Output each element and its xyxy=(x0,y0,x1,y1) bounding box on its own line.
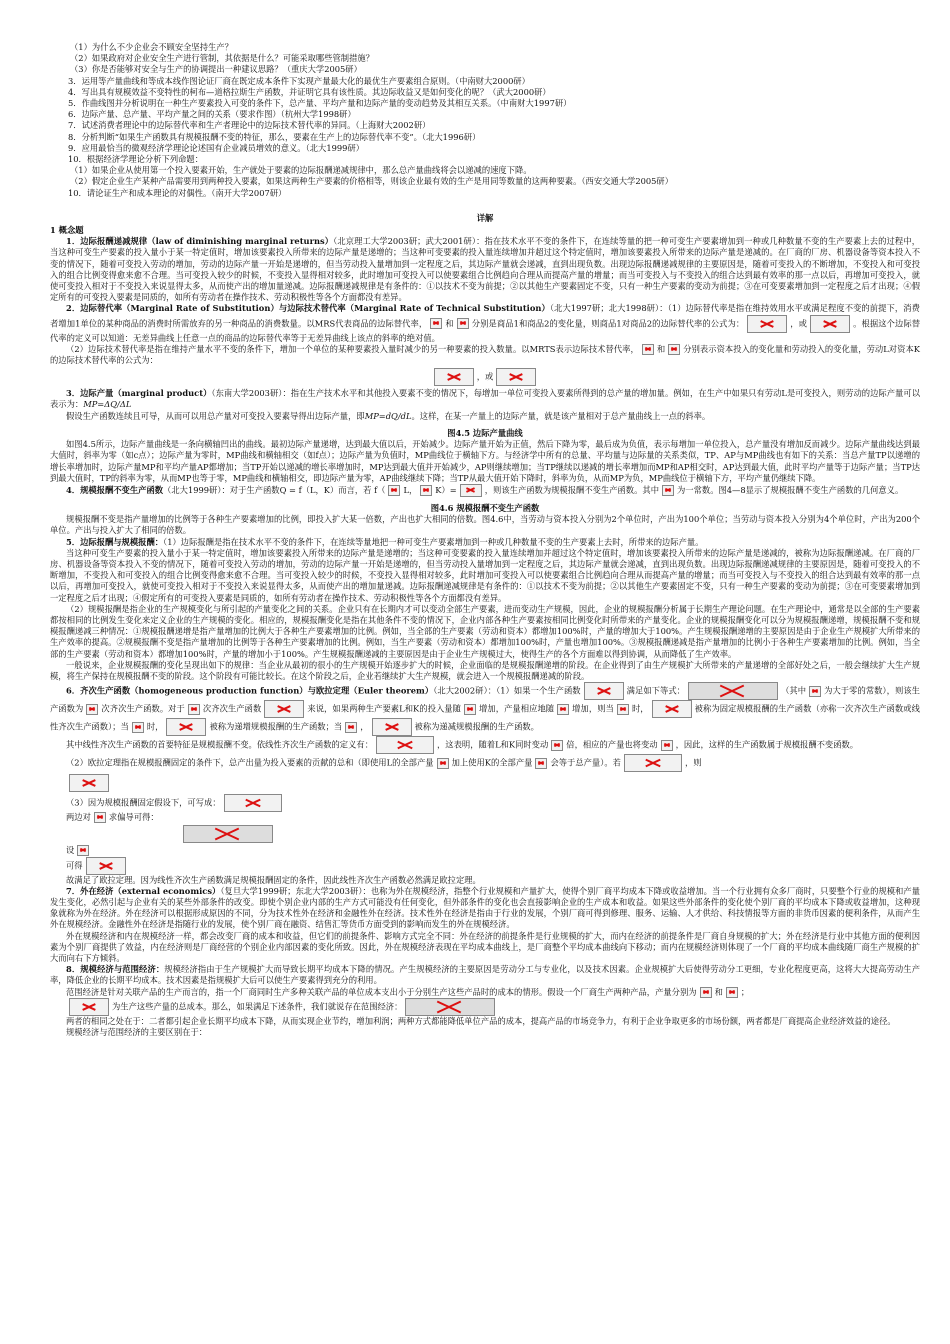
formula-image xyxy=(810,315,850,333)
question-item: 8．分析判断“如果生产函数具有规模报酬不变的特征，那么，要素在生产上的边际替代率不变”。（北大1996研） xyxy=(68,131,481,142)
question-item: （1）如果企业从使用第一个投入要素开始，生产就处于要素的边际报酬递减规律中，那么总产量曲线将会以递减的速度下降。 xyxy=(70,165,532,176)
formula-image xyxy=(77,845,89,856)
formula-image xyxy=(652,700,692,718)
formula-image xyxy=(496,368,536,386)
concept-paragraph: 设 xyxy=(50,845,920,856)
formula-image xyxy=(642,344,654,355)
question-item: 5．作曲线图并分析说明在一种生产要素投入可变的条件下，总产量、平均产量和边际产量的变动趋势及其相互关系。（中南财大1997研） xyxy=(68,98,572,109)
concept-paragraph: 两边对 求偏导可得： xyxy=(66,812,159,823)
figure-caption: 图4.5 边际产量曲线 xyxy=(447,427,523,438)
formula-image xyxy=(94,812,106,823)
question-item: 7．试述消费者理论中的边际替代率和生产者理论中的边际技术替代率的异同。（上海财大2002研） xyxy=(68,120,431,131)
formula-image xyxy=(434,368,474,386)
concept-paragraph: 可得 xyxy=(50,857,920,875)
concept-paragraph: 其中线性齐次生产函数的首要特征是规模报酬不变。依线性齐次生产函数的定义有： ，这表明，随着L和K同时变动 倍，相应的产量也将变动 ，因此，这样的生产函数属于规模报酬不变函数。 xyxy=(50,736,920,754)
question-item: 10．请论证生产和成本理论的对偶性。（南开大学2007研） xyxy=(68,187,287,198)
formula-image xyxy=(372,718,412,736)
concept-paragraph: 5．边际报酬与规模报酬：（1）边际报酬是指在技术水平不变的条件下，在连续等量地把一种可变生产要素增加到一种或几种数量不变的生产要素上去时，所带来的边际产量。 xyxy=(66,536,704,547)
formula-image xyxy=(430,318,442,329)
question-item: （1）为什么不少企业会不顾安全坚持生产？ xyxy=(70,42,233,52)
concept-head: 2．边际替代率（Marginal Rate of Substitution）与边际技术替代率（Marginal Rate of Technical Substitution） xyxy=(66,303,550,314)
formula-image xyxy=(726,987,738,998)
question-item: （3）你是否能够对安全与生产的协调提出一种建议思路？（重庆大学2005研） xyxy=(70,64,362,75)
formula-image xyxy=(662,485,674,496)
formula-image xyxy=(688,682,778,700)
formula-image xyxy=(183,825,273,843)
concept-paragraph: 8．规模经济与范围经济：规模经济指由于生产规模扩大而导致长期平均成本下降的情况。产生规模经济的主要原因是劳动分工与专业化，以及技术因素。企业规模扩大后使得劳动分工更细，专业化程度更高，这将大大提高劳动生产率，降低企业的长期平均成本。技术因素是指规模扩大后可以使生产要素得到充分的利用。 xyxy=(50,964,920,986)
formula-line xyxy=(50,825,920,843)
section-title: 详解 xyxy=(476,212,494,223)
formula-image xyxy=(535,758,547,769)
concept-paragraph: 为生产这些产量的总成本。那么，如果满足下述条件，我们就说存在范围经济： xyxy=(50,998,920,1016)
question-item: 6．边际产量、总产量、平均产量之间的关系（要求作图）（杭州大学1998研） xyxy=(68,109,356,120)
formula-image xyxy=(747,315,787,333)
formula-text: MP=dQ/dL xyxy=(364,410,412,421)
concept-head: 3．边际产量（marginal product） xyxy=(66,388,212,399)
question-item: 9．应用最恰当的微观经济学理论论述国有企业减员增效的意义。（北大1999研） xyxy=(68,142,365,153)
formula-image xyxy=(624,754,682,772)
formula-image xyxy=(405,998,495,1016)
formula-image xyxy=(668,344,680,355)
formula-text: MP=ΔQ/ΔL xyxy=(83,399,132,410)
concept-paragraph: 4．规模报酬不变生产函数（北大1999研）：对于生产函数Q = f（L，K）而言，若 f（ L， K）= ，则该生产函数为规模报酬不变生产函数。其中 为一常数。图4—8显示了规模报酬不变生产函数的几何意义。 xyxy=(66,484,904,495)
concept-paragraph: 如图4.5所示，边际产量曲线是一条向横轴凹出的曲线。最初边际产量递增，达到最大值以后，开始减少。边际产量开始为正值，然后下降为零，最后成为负值，表示每增加一单位投入，总产量没有增加反而减少。边际产量曲线达到最大值时，斜率为零（如c点）；边际产量为零时，MP曲线和横轴相交（如f点）；边际产量为负值时，MP曲线位于横轴下方。与经济学中所有的总量、平均量与边际量的关系类似，TP、AP与MP曲线也有如下的关系：当总产量TP以递增的增长率增加时，边际产量MP和平均产量AP都增加；当TP开始以递减的增长率增加时，MP达到最大值并开始减少，AP则继续增加；当TP继续以递减的增长率增加而MP和AP相交时，AP达到最大值，此时平均产量等于边际产量；当TP达到最大值时，TP的斜率为零，从而MP也等于零，MP曲线和横轴相交，即边际产量为零，AP曲线继续下降；当TP从最大值开始下降时，斜率为负，从而MP为负，MP曲线位于横轴下方，平均产量仍继续下降。 xyxy=(50,439,920,483)
concept-paragraph: 规模经济与范围经济的主要区别在于： xyxy=(66,1027,208,1037)
section-heading: 1 概念题 xyxy=(50,225,84,236)
formula-image xyxy=(460,484,482,497)
concept-paragraph: 一般说来，企业规模报酬的变化呈现出如下的规律：当企业从最初的很小的生产规模开始逐步扩大的时候，企业面临的是规模报酬递增的阶段。在企业得到了由生产规模扩大所带来的产量递增的全部好处之后，一般会继续扩大生产规模，将生产保持在规模报酬不变的阶段。这个阶段有可能比较长。在这个阶段之后，企业若继续扩大生产规模，就会进入一个规模报酬递减的阶段。 xyxy=(50,659,920,681)
formula-image xyxy=(457,318,469,329)
figure-caption: 图4.6 规模报酬不变生产函数 xyxy=(430,502,540,513)
concept-paragraph: 6．齐次生产函数（homogeneous production function）与欧拉定理（Euler theorem）（北大2002研）：（1）如果一个生产函数 满足如下等式： （其中 为大于零的常数），则该生产函数为 次齐次生产函数。对于 次齐次生产函数 来说，如果两种生产要素L和K的投入量随 增加，产量相应地随 增加，则当 时， 被称为固定规模报酬的生产函数（亦称一次齐次生产函数或线性齐次生产函数）；当 时， 被称为递增规模报酬的生产函数；当 ， 被称为递减规模报酬的生产函数。 xyxy=(50,682,920,736)
concept-paragraph: 当这种可变生产要素的投入量小于某一特定值时，增加该要素投入所带来的边际产量是递增的；当这种可变要素的投入量连续增加并超过这个特定值时，增加该要素投入所带来的边际产量是递减的，被称为边际报酬递减。在厂商的厂房、机器设备等资本投入不变的情况下，随着可变投入劳动的增加，劳动的边际产量一开始是递增的，但当劳动投入量增加到一定程度之后，其边际产量就会递减，直到出现负数。出现边际报酬递减规律的主要原因是，随着可变投入的不断增加，不变投入和可变投入的组合比例变得愈来愈不合理。当可变投入较少的时候，不变投入显得相对较多，此时增加可变投入可以使要素组合比例趋向合理从而提高产量的增量；而当可变投入与不变投入的组合达到最有效率的那一点以后，再增加可变投入，就使可变投入相对于不变投入来说显得太多，从而使产出的增加量递减。边际报酬递减规律是有条件的：①以技术不变为前提；②以其他生产要素固定不变，只有一种生产要素的变动为前提；③在可变要素增加到一定程度之后才出现；④假定所有的可变投入要素是同质的，如所有劳动者在操作技术、劳动积极性等各个方面都没有差异。 xyxy=(50,547,920,603)
formula-image xyxy=(69,998,109,1016)
concept-head: 5．边际报酬与规模报酬： xyxy=(66,536,164,547)
concept-paragraph: 1．边际报酬递减规律（law of diminishing marginal returns）（北京理工大学2003研；武大2001研）：指在技术水平不变的条件下，在连续等量的把一种可变生产要素增加到一种或几种数量不变的生产要素上去的过程中，当这种可变生产要素的投入量小于某一特定值时，增加该要素投入所带来的边际产量是递增的；当这种可变要素的投入量连续增加并超过这个特定值时，增加该要素投入所带来的边际产量是递减的。在厂商的厂房、机器设备等资本投入不变的情况下，随着可变投入劳动的增加，劳动的边际产量一开始是递增的，但当劳动投入量增加到一定程度之后，其边际产量就会递减，直到出现负数。出现边际报酬递减规律的主要原因是，随着可变投入的不断增加，不变投入和可变投入的组合比例变得愈来愈不合理。当可变投入较少的时候，不变投入显得相对较多，此时增加可变投入可以使要素组合比例趋向合理从而提高产量的增量；而当可变投入与不变投入的组合达到最有效率的那一点以后，再增加可变投入，就使可变投入相对于不变投入来说显得太多，从而使产出的增加量递减。边际报酬递减规律是有条件的：①以技术不变为前提；②以其他生产要素固定不变，只有一种生产要素的变动为前提；③在可变要素增加到一定程度之后才出现；④假定所有的可变投入要素是同质的，如所有劳动者在操作技术、劳动积极性等各个方面都没有差异。 xyxy=(50,236,920,303)
formula-line: ，或 xyxy=(50,368,920,386)
formula-image xyxy=(584,682,624,700)
formula-image xyxy=(437,758,449,769)
concept-paragraph: （2）规模报酬是指企业的生产规模变化与所引起的产量变化之间的关系。企业只有在长期内才可以变动全部生产要素，进而变动生产规模，因此，企业的规模报酬分析属于长期生产理论问题。在生产理论中，通常是以全部的生产要素都按相同的比例发生变化来定义企业的生产规模的变化。相应的，规模报酬变化是指在其他条件不变的情况下，企业内部各种生产要素按相同比例变化时所带来的产量变化。企业的规模报酬变化可以分为规模报酬递增，规模报酬不变和规模报酬递减三种情况：①规模报酬递增是指产量增加的比例大于各种生产要素增加的比例。例如，当全部的生产要素（劳动和资本）都增加100%时，产量的增加大于100%。产生规模报酬递增的主要原因是由于企业生产规模扩大所带来的生产效率的提高。②规模报酬不变是指产量增加的比例等于各种生产要素增加的比例。例如，当生产要素（劳动和资本）都增加100%时，产量也增加100%。③规模报酬递减是指产量增加的比例小于各种生产要素增加的比例。例如，当全部的生产要素（劳动和资本）都增加100%时，产量的增加小于100%。产生规模报酬递减的主要原因是由于企业生产规模过大，使得生产的各个方面难以得到协调，从而降低了生产效率。 xyxy=(50,603,920,659)
question-item: 3．运用等产量曲线和等成本线作图论证厂商在既定成本条件下实现产量最大化的最优生产要素组合原则。（中南财大2000研） xyxy=(68,75,530,86)
concept-paragraph: 规模报酬不变是指产量增加的比例等于各种生产要素增加的比例，即投入扩大某一倍数，产出也扩大相同的倍数。图4.6中，当劳动与资本投入分别为2个单位时，产出为100个单位；当劳动与资本投入分别为4个单位时，产出为200个单位。产出与投入扩大了相同的倍数。 xyxy=(50,514,920,536)
formula-image xyxy=(661,740,673,751)
concept-paragraph: （2）边际技术替代率是指在维持产量水平不变的条件下，增加一个单位的某种要素投入量时减少的另一种要素的投入数量。以MRTS表示边际技术替代率， 和 分别表示资本投入的变化量和劳动投入的变化量，劳动L对资本K的边际技术替代率的公式为： xyxy=(50,343,920,366)
question-list xyxy=(50,42,920,199)
concept-paragraph: 7．外在经济（external economics）（复旦大学1999研；东北大学2003研）：也称为外在规模经济，指整个行业规模和产量扩大，使得个别厂商平均成本下降或收益增加。当一个行业拥有众多厂商时，只要整个行业的规模和产量发生变化，必然引起与企业有关的某些外部条件的改变。即使个别企业内部的生产方式可能没有任何变化，但外部条件的变化也会直接影响企业的生产成本和收益。如果这些外部条件的变化使个别厂商的平均成本下降或收益增加，这种现象就称为外在经济。外在经济可以根据形成原因的不同，分为技术性外在经济和金融性外在经济。技术性外在经济是指由于行业的发展，个别厂商可得到修理、服务、运输、人才供给、科技情报等方面的非货币因素的便利条件，从而产生外在规模经济。金融性外在经济是指随行业的发展，使个别厂商在融资、结售汇等货币方面受到的影响而发生的外在规模经济。 xyxy=(50,885,921,930)
formula-image xyxy=(809,686,821,697)
concept-paragraph: 3．边际产量（marginal product）（东南大学2003研）：指在生产技术水平和其他投入要素不变的情况下，每增加一单位可变投入要素所得到的总产量的增加量。例如，在生产中如果只有劳动L是可变投入，则劳动的边际产量可以表示为：MP=ΔQ/ΔL xyxy=(50,388,920,410)
formula-image xyxy=(264,700,304,718)
formula-image xyxy=(420,485,432,496)
question-item: 4．写出具有规模效益不变特性的柯布—道格拉斯生产函数，并证明它具有该性质。其边际收益又是如何变化的呢？（武大2000研） xyxy=(68,86,551,97)
document-page xyxy=(50,42,920,1038)
formula-image xyxy=(376,736,434,754)
formula-image xyxy=(617,704,629,715)
concept-head: 6．齐次生产函数（homogeneous production function）与欧拉定理（Euler theorem） xyxy=(66,685,434,696)
formula-line xyxy=(50,774,920,792)
question-item: （2）如果政府对企业安全生产进行管制，其依据是什么？可能采取哪些管制措施？ xyxy=(70,53,374,64)
formula-image xyxy=(166,718,206,736)
formula-image xyxy=(551,740,563,751)
concept-paragraph: 范围经济是针对关联产品的生产而言的，指一个厂商同时生产多种关联产品的单位成本支出小于分别生产这些产品时的成本的情形。假设一个厂商生产两种产品，产量分别为 和 ； xyxy=(66,986,750,997)
concept-head: 8．规模经济与范围经济： xyxy=(66,964,165,975)
concept-head: 7．外在经济（external economics） xyxy=(66,885,221,896)
formula-image xyxy=(69,774,109,792)
formula-image xyxy=(700,987,712,998)
formula-image xyxy=(557,704,569,715)
concept-paragraph: 假设生产函数连续且可导，从而可以用总产量对可变投入要素导得出边际产量，即MP=dQ/dL。这样，在某一产量上的边际产量，就是该产量相对于总产量曲线上一点的斜率。 xyxy=(66,410,711,421)
concept-paragraph: （2）欧拉定理指在规模报酬固定的条件下，总产出量为投入要素的贡献的总和（即使用L的全部产量 加上使用K的全部产量 会等于总产量）。若 ，则 xyxy=(50,754,920,772)
formula-image xyxy=(188,704,200,715)
formula-image xyxy=(388,485,400,496)
concept-head: 4．规模报酬不变生产函数 xyxy=(66,484,164,495)
formula-image xyxy=(132,722,144,733)
concept-head: 1．边际报酬递减规律（law of diminishing marginal returns） xyxy=(66,236,334,247)
question-item: 10．根据经济学理论分析下列命题： xyxy=(68,154,204,165)
concept-paragraph: （3）因为规模报酬固定假设下，可写成： xyxy=(50,794,920,812)
formula-image xyxy=(345,722,357,733)
concept-paragraph: 2．边际替代率（Marginal Rate of Substitution）与边际技术替代率（Marginal Rate of Technical Substitution）（北大1997研；北大1998研）：（1）边际替代率是指在维持效用水平或满足程度不变的前提下，消费者增加1单位的某种商品的消费时所需放弃的另一种商品的消费数量。以MRS代表商品的边际替代率， 和 分别是商品1和商品2的变化量，则商品1对商品2的边际替代率的公式为： ，或 。根据这个边际替代率的定义可以知道：无差异曲线上任意一点的商品的边际替代率等于无差异曲线上该点的斜率的绝对值。 xyxy=(50,303,920,343)
formula-image xyxy=(224,794,282,812)
formula-image xyxy=(86,704,98,715)
question-item: （2）假定企业生产某种产品需要用到两种投入要素，如果这两种生产要素的价格相等，则该企业最有效的生产是用同等数量的这两种要素。（西安交通大学2005研） xyxy=(70,176,674,187)
concept-paragraph: 外在规模经济和内在规模经济一样，都会改变厂商的成本和收益，但它们的前提条件、影响方式完全不同：外在经济的前提条件是行业规模的扩大，而内在经济的前提条件是厂商自身规模的扩大；外在经济是行业中其他方面的便利因素为个别厂商提供了效益，内在经济则是厂商经营的个别企业内部因素的变化所致。因此，外在规模经济表现在平均成本曲线上，是厂商整个平均成本曲线向下移动；而内在规模经济则体现了一个厂商的平均成本曲线随厂商生产规模的扩大而向右下方倾斜。 xyxy=(50,930,920,963)
formula-image xyxy=(464,704,476,715)
formula-image xyxy=(86,857,126,875)
concept-paragraph: 两者的相同之处在于：二者都引起企业长期平均成本下降，从而实现企业节约，增加利润；两种方式都能降低单位产品的成本，提高产品的市场竞争力，有利于企业争取更多的市场份额，两者都是厂商提高企业经济效益的途径。 xyxy=(66,1015,896,1026)
concept-paragraph: 故满足了欧拉定理。因为线性齐次生产函数满足规模报酬固定的条件，因此线性齐次生产函数必然满足欧拉定理。 xyxy=(66,874,481,885)
